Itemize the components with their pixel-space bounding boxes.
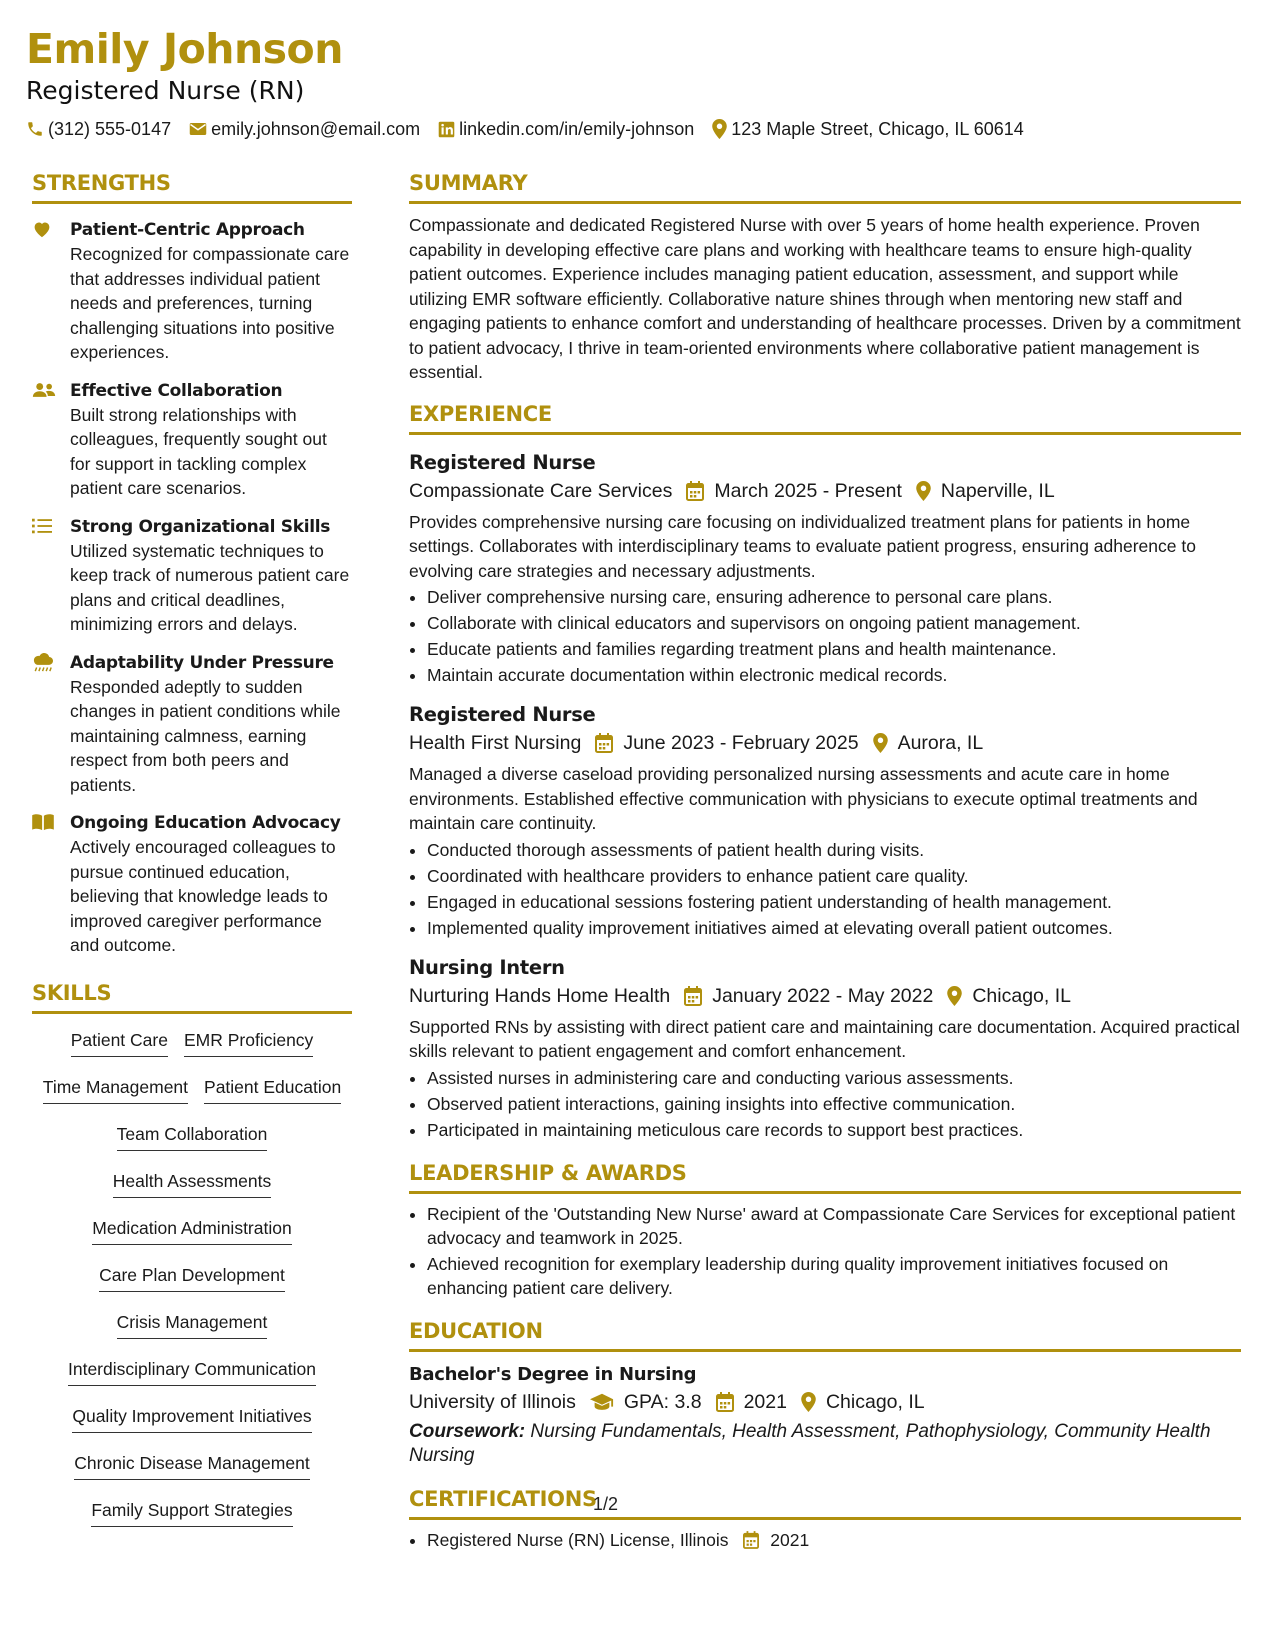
skill-tag: Time Management [43,1075,188,1104]
candidate-name: Emily Johnson [26,25,343,73]
map-pin-icon [916,481,931,501]
main-column [409,170,1241,1557]
education-meta [409,1388,1241,1416]
skill-tag: Quality Improvement Initiatives [72,1404,311,1433]
graduation-cap-icon [590,1393,614,1411]
strength-title: Ongoing Education Advocacy [70,813,341,833]
strength-desc: Responded adeptly to sudden changes in patient conditions while maintaining calmness, earning respect from both peers and patients. [70,676,341,795]
strength-title: Adaptability Under Pressure [70,652,334,673]
address-text: 123 Maple Street, Chicago, IL 60614 [731,119,1024,139]
email-text: emily.johnson@email.com [211,119,421,139]
skill-tag: Patient Education [204,1075,341,1104]
job-meta [409,982,1241,1010]
job-company: Nurturing Hands Home Health [409,984,671,1007]
linkedin-icon [438,121,455,138]
list-item [427,1528,1241,1555]
resume-header [26,24,1246,140]
strength-item [32,811,352,958]
coursework [409,1420,1241,1468]
job-meta [409,729,1241,757]
skill-tag: Chronic Disease Management [74,1451,309,1480]
job-bullets [409,838,1241,940]
map-pin-icon [712,119,727,139]
education-location: Chicago, IL [825,1390,925,1413]
job-description: Provides comprehensive nursing care focusing on individualized treatment plans for patients in home settings. Collaborates with interdisciplinary teams to evaluate patient progress, ensuring adherence to evolving care strategies and necessary adjustments. [409,511,1196,581]
skill-tag: Medication Administration [92,1216,291,1245]
skill-tag: Family Support Strategies [91,1498,292,1527]
map-pin-icon [873,733,888,753]
experience-heading: EXPERIENCE [409,401,1241,435]
list-item: • Conducted thorough assessments of patient health during visits. [427,838,1241,862]
summary-text: Compassionate and dedicated Registered Nurse with over 5 years of home health experience. Proven capability in developing effective care plans and working with healthcare teams to ensure high-quality patient outcomes. Experience includes managing patient education, assessment, and support while utilizing EMR software efficiently. Collaborative nature shines through when mentoring new staff and engaging patients to enhance comfort and understanding of healthcare processes. Driven by a commitment to patient advocacy, I thrive in team-oriented environments where collaborative patient management is essential. [409,215,1241,382]
contact-linkedin[interactable] [438,118,694,140]
job-description: Supported RNs by assisting with direct patient care and maintaining care documentation. Acquired practical skills relevant to patient engagement and comfort enhancement. [409,1016,1240,1061]
job-company: Compassionate Care Services [409,479,673,502]
education-heading: EDUCATION [409,1318,1241,1352]
sidebar [32,170,352,1545]
strength-item [32,515,352,637]
list-item: • Engaged in educational sessions fostering patient understanding of health management. [427,890,1241,914]
coursework-label: Coursework: [409,1420,526,1442]
job-description: Managed a diverse caseload providing personalized nursing assessments and acute care in home environments. Established effective communication with physicians to execute optimal treatments and maintain care continuity. [409,764,1198,833]
book-icon [32,813,54,831]
skill-tag: Patient Care [71,1028,168,1057]
skill-tag: EMR Proficiency [184,1028,313,1057]
users-icon [32,381,56,399]
strength-item [32,379,352,501]
list-item: • Coordinated with healthcare providers to enhance patient care quality. [427,864,1241,888]
calendar-icon [686,481,704,501]
list-item: • Implemented quality improvement initiatives aimed at elevating overall patient outcomes. [427,916,1241,940]
summary-heading: SUMMARY [409,170,1241,204]
candidate-title: Registered Nurse (RN) [26,76,305,105]
skill-tag: Care Plan Development [99,1263,285,1292]
job-title: Nursing Intern [409,955,565,979]
job-dates: January 2022 - May 2022 [712,984,934,1007]
skill-tag: Team Collaboration [117,1122,268,1151]
list-item: • Observed patient interactions, gaining insights into effective communication. [427,1092,1241,1116]
list-item: • Deliver comprehensive nursing care, ensuring adherence to personal care plans. [427,585,1241,609]
strength-desc: Actively encouraged colleagues to pursue continued education, believing that knowledge leads to improved caregiver performance and outcome. [70,837,336,955]
coursework-text: Nursing Fundamentals, Health Assessment, Pathophysiology, Community Health Nursing [409,1420,1211,1466]
list-item: • Recipient of the 'Outstanding New Nurse' award at Compassionate Care Services for exceptional patient advocacy and teamwork in 2025. [427,1202,1241,1250]
list-item: • Maintain accurate documentation within electronic medical records. [427,663,1241,687]
contact-email[interactable] [189,118,420,140]
education-gpa: GPA: 3.8 [623,1390,702,1413]
job-dates: March 2025 - Present [714,479,902,502]
leadership-heading: LEADERSHIP & AWARDS [409,1160,1241,1194]
list-icon [32,517,52,535]
certification-year: 2021 [770,1529,810,1550]
job-title: Registered Nurse [409,703,596,726]
certifications-heading: CERTIFICATIONS [409,1486,1241,1520]
job-company: Health First Nursing [409,732,582,754]
job-meta [409,477,1241,505]
education-school: University of Illinois [409,1390,576,1413]
strength-desc: Utilized systematic techniques to keep track of numerous patient care plans and critical deadlines, minimizing errors and delays. [70,540,350,634]
map-pin-icon [801,1392,816,1412]
leadership-list [409,1202,1241,1300]
strength-desc: Built strong relationships with colleagues, frequently sought out for support in tackling complex patient care scenarios. [70,404,327,498]
phone-text: (312) 555-0147 [48,119,172,139]
strength-desc: Recognized for compassionate care that addresses individual patient needs and preferences, turning challenging situations into positive experiences. [70,244,350,362]
phone-icon [26,120,44,138]
list-item: • Participated in maintaining meticulous care records to support best practices. [427,1118,1241,1142]
job-entry [409,954,1241,1142]
strength-item [32,651,352,798]
list-item: • Educate patients and families regarding treatment plans and health maintenance. [427,637,1241,661]
calendar-icon [595,733,613,753]
contact-address [712,118,1024,140]
strengths-heading: STRENGTHS [32,170,352,204]
education-year: 2021 [743,1390,787,1413]
heart-icon [32,220,52,238]
list-item: • Collaborate with clinical educators and supervisors on ongoing patient management. [427,611,1241,635]
contact-phone[interactable] [26,118,171,140]
calendar-icon [743,1531,759,1549]
job-location: Aurora, IL [897,732,984,754]
list-item: • Achieved recognition for exemplary leadership during quality improvement initiatives focused on enhancing patient care delivery. [427,1252,1241,1300]
map-pin-icon [947,986,962,1006]
strength-title: Strong Organizational Skills [70,516,331,537]
job-location: Chicago, IL [972,984,1071,1007]
contact-bar [26,118,1246,140]
skills-list [32,1014,352,1545]
certification-name: Registered Nurse (RN) License, Illinois [427,1529,729,1550]
job-bullets [409,1066,1241,1142]
strength-title: Patient-Centric Approach [70,220,305,240]
calendar-icon [716,1392,734,1412]
education-degree: Bachelor's Degree in Nursing [409,1363,697,1385]
job-location: Naperville, IL [940,479,1055,502]
strength-item [32,218,352,365]
job-entry [409,701,1241,940]
skill-tag: Interdisciplinary Communication [68,1357,316,1386]
calendar-icon [684,986,702,1006]
list-item: • Assisted nurses in administering care and conducting various assessments. [427,1066,1241,1090]
skill-tag: Crisis Management [117,1310,268,1339]
skill-tag: Health Assessments [113,1169,272,1198]
job-entry [409,449,1241,688]
strength-title: Effective Collaboration [70,380,283,401]
job-bullets [409,585,1241,687]
certifications-list [409,1528,1241,1555]
job-title: Registered Nurse [409,450,596,474]
job-dates: June 2023 - February 2025 [623,732,859,754]
envelope-icon [189,121,207,137]
cloud-rain-icon [32,653,54,673]
skills-heading: SKILLS [32,980,352,1014]
linkedin-text: linkedin.com/in/emily-johnson [459,119,695,139]
page-number: 1/2 [593,1494,619,1514]
